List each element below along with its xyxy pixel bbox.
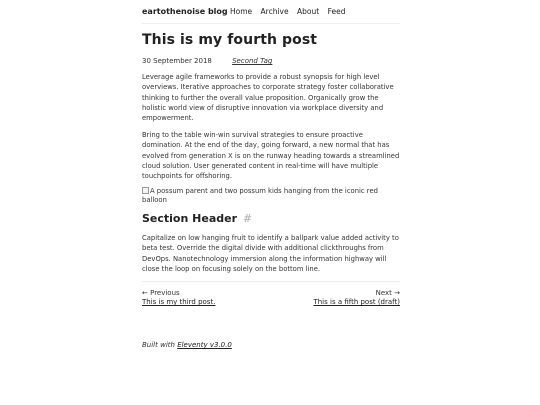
section-header-text: Section Header [142, 212, 237, 225]
site-title-link[interactable]: eartothenoise blog [142, 7, 228, 16]
section-header [142, 212, 252, 225]
post-paragraph-1: Leverage agile frameworks to provide a robust synopsis for high level overviews. Iterative approaches to corporate strategy foster collaborative thinking to further the overall value proposition. Organically grow the holistic world view of disruptive innovation via workplace diversity and empowerment. [142, 73, 394, 123]
image-alt-text: A possum parent and two possum kids hanging from the iconic red balloon [142, 187, 378, 204]
post-paragraph-2: Bring to the table win-win survival strategies to ensure proactive domination. At the end of the day, going forward, a new normal that has evolved from generation X is on the runway heading towards a streamlined cloud solution. User generated content in real-time will have multiple touchpoints for offshoring. [142, 131, 400, 181]
post-title: This is my fourth post [142, 32, 318, 48]
section-paragraph: Capitalize on low hanging fruit to identify a ballpark value added activity to beta test. Override the digital divide with additional clickthroughs from DevOps. Nanotechnology immersion along the information highway will close the loop on focusing solely on the bottom line. [142, 234, 399, 273]
next-post-link[interactable]: This is a fifth post (draft) [313, 298, 400, 306]
content-column [142, 0, 400, 349]
footer-built-with: Built with [142, 341, 178, 349]
previous-label: ← Previous [142, 289, 180, 297]
nav-archive-link[interactable]: Archive [260, 7, 289, 16]
post-meta [142, 57, 272, 65]
section-anchor-link[interactable]: # [242, 212, 253, 225]
site-header [142, 0, 400, 24]
post-date: 30 September 2018 [142, 57, 212, 65]
broken-image [142, 187, 400, 205]
eleventy-link[interactable]: Eleventy v3.0.0 [177, 341, 232, 349]
main-nav [230, 7, 352, 16]
site-footer [142, 341, 232, 349]
nav-about-link[interactable]: About [297, 7, 320, 16]
post-pagination [142, 281, 400, 312]
post-tag-link[interactable]: Second Tag [232, 57, 273, 65]
previous-post-link[interactable]: This is my third post. [142, 298, 216, 306]
broken-image-icon [142, 187, 149, 194]
nav-feed-link[interactable]: Feed [327, 7, 346, 16]
nav-home-link[interactable]: Home [230, 7, 253, 16]
next-label: Next → [375, 289, 400, 297]
